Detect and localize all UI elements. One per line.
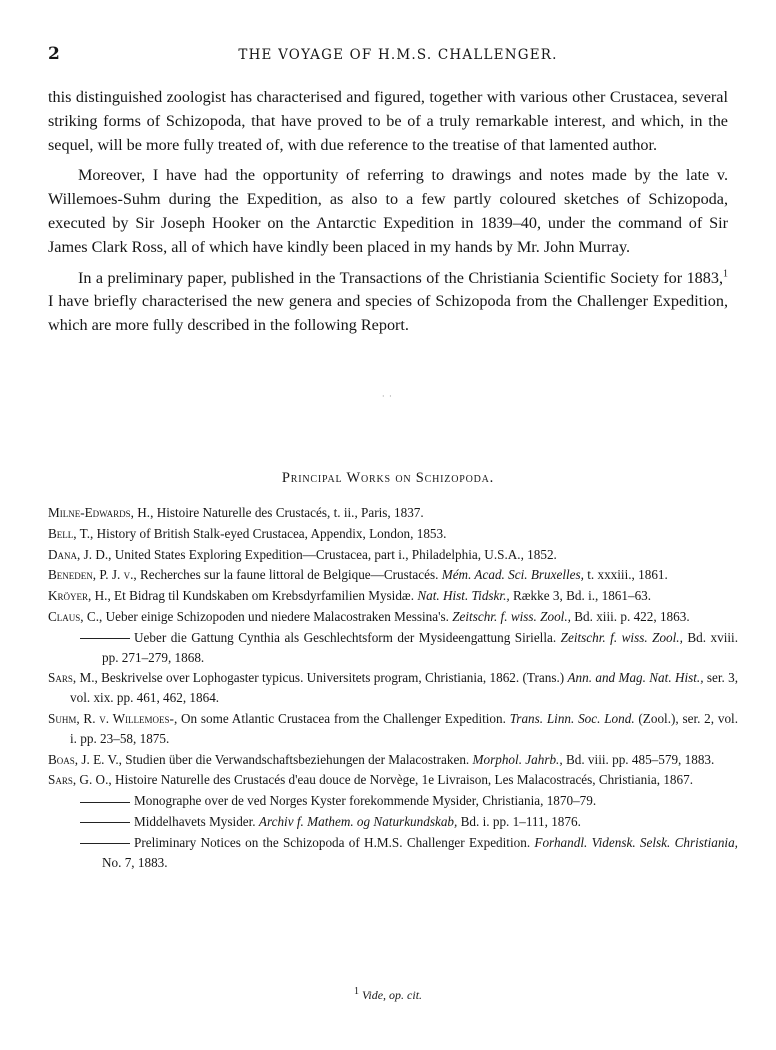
reference-details: (Zool.), ser. 2, vol. i. pp. 23–58, 1875. bbox=[70, 710, 738, 746]
reference-author: Claus, C. bbox=[48, 608, 99, 624]
reference-title: , Histoire Naturelle des Crustacés, t. ii., Paris, 1837. bbox=[150, 505, 424, 520]
reference-author: Dana, J. D. bbox=[48, 546, 109, 562]
ditto-rule bbox=[80, 802, 130, 803]
running-head bbox=[48, 44, 748, 68]
body-text bbox=[48, 86, 728, 345]
paragraph-1: this distinguished zoologist has characterised and figured, together with various other Crustacea, several striking forms of Schizopoda, that have proved to be of a truly remarkable interest, and which, in the sequel, will be more fully treated of, with due reference to the treatise of that lamented author. bbox=[48, 88, 728, 154]
reference-title: Monographe over de ved Norges Kyster forekommende Mysider, Christiania, 1870–79. bbox=[134, 793, 597, 809]
reference-author: Sars, M. bbox=[48, 670, 95, 686]
reference-author: Suhm, R. v. Willemoes- bbox=[48, 710, 174, 726]
reference-entry bbox=[48, 770, 738, 790]
reference-details: Bd. viii. pp. 485–579, 1883. bbox=[562, 751, 715, 767]
section-heading: Principal Works on Schizopoda. bbox=[281, 470, 495, 486]
reference-journal: Trans. Linn. Soc. Lond. bbox=[509, 710, 635, 726]
reference-entry bbox=[48, 791, 738, 811]
running-title: THE VOYAGE OF H.M.S. CHALLENGER. bbox=[238, 47, 558, 63]
reference-author: Sars, G. O. bbox=[48, 772, 109, 788]
reference-entry bbox=[48, 833, 738, 873]
footnote-text: Vide, op. cit. bbox=[361, 988, 423, 1002]
reference-author: Bell, T. bbox=[48, 525, 91, 541]
reference-author: Boas, J. E. V. bbox=[48, 751, 119, 767]
reference-journal: Archiv f. Mathem. og Naturkundskab, bbox=[258, 813, 458, 829]
reference-details: Bd. xiii. p. 422, 1863. bbox=[570, 608, 690, 624]
paragraph-3-text-continued: I have briefly characterised the new genera and species of Schizopoda from the Challenger Expedition, which are more fully described in the following Report. bbox=[48, 292, 728, 335]
reference-journal: Nat. Hist. Tidskr., bbox=[417, 588, 510, 604]
reference-journal: Mém. Acad. Sci. Bruxelles, bbox=[441, 567, 584, 583]
reference-entry bbox=[48, 668, 738, 708]
reference-details: ser. 3, vol. xix. pp. 461, 462, 1864. bbox=[70, 670, 739, 706]
reference-details: Række 3, Bd. i., 1861–63. bbox=[509, 588, 652, 604]
reference-entry bbox=[48, 503, 738, 523]
reference-journal: Zeitschr. f. wiss. Zool., bbox=[560, 629, 683, 645]
paragraph-3 bbox=[48, 267, 728, 338]
reference-title: Ueber die Gattung Cynthia als Geschlechtsform der Mysideengattung Siriella. bbox=[134, 629, 561, 645]
reference-journal: Ann. and Mag. Nat. Hist., bbox=[567, 670, 704, 686]
reference-title: , Studien über die Verwandschaftsbeziehungen der Malacostraken. bbox=[118, 751, 473, 767]
reference-entry bbox=[48, 709, 738, 749]
reference-journal: Zeitschr. f. wiss. Zool., bbox=[452, 608, 571, 624]
reference-details: Bd. xviii. pp. 271–279, 1868. bbox=[102, 629, 739, 665]
reference-title: , United States Exploring Expedition—Crustacea, part i., Philadelphia, U.S.A., 1852. bbox=[108, 546, 557, 562]
reference-entry bbox=[48, 524, 738, 544]
reference-entry bbox=[48, 565, 738, 585]
footnote bbox=[0, 988, 776, 1003]
reference-author: Kröyer, H. bbox=[48, 588, 108, 604]
paragraph-3-text: In a preliminary paper, published in the Transactions of the Christiania Scientific Society for 1883, bbox=[78, 268, 723, 287]
reference-author: Beneden, P. J. v. bbox=[48, 567, 134, 583]
reference-title: , Recherches sur la faune littoral de Belgique—Crustacés. bbox=[133, 567, 442, 583]
footnote-mark: 1 bbox=[353, 986, 359, 997]
reference-entry bbox=[48, 586, 738, 606]
footnote-reference[interactable]: 1 bbox=[723, 268, 728, 280]
reference-entry bbox=[48, 750, 738, 770]
reference-entry bbox=[48, 628, 738, 668]
section-separator: · · bbox=[382, 392, 393, 401]
ditto-rule bbox=[80, 843, 130, 844]
reference-journal: Morphol. Jahrb., bbox=[472, 751, 563, 767]
reference-details: Bd. i. pp. 1–111, 1876. bbox=[457, 813, 581, 829]
reference-title: Preliminary Notices on the Schizopoda of H.M.S. Challenger Expedition. bbox=[134, 834, 535, 850]
reference-title: , On some Atlantic Crustacea from the Challenger Expedition. bbox=[173, 710, 510, 726]
reference-title: , History of British Stalk-eyed Crustacea, Appendix, London, 1853. bbox=[90, 525, 447, 541]
reference-author: Milne-Edwards, H. bbox=[48, 505, 151, 520]
reference-title: , Beskrivelse over Lophogaster typicus. Universitets program, Christiania, 1862. (Trans.) bbox=[94, 670, 568, 686]
paragraph-2: Moreover, I have had the opportunity of referring to drawings and notes made by the late v. Willemoes-Suhm during the Expedition, as also to a few partly coloured sketches of Schizopoda, executed by Sir Joseph Hooker on the Antarctic Expedition in 1839–40, under the command of Sir James Clark Ross, all of which have kindly been placed in my hands by Mr. John Murray. bbox=[48, 166, 728, 256]
reference-title: Middelhavets Mysider. bbox=[134, 813, 259, 829]
ditto-rule bbox=[80, 822, 130, 823]
reference-details: No. 7, 1883. bbox=[102, 854, 168, 870]
reference-title: , Histoire Naturelle des Crustacés d'eau douce de Norvège, 1e Livraison, Les Malacostracés, Christiania, 1867. bbox=[108, 772, 694, 788]
reference-entry bbox=[48, 607, 738, 627]
reference-entry bbox=[48, 545, 738, 565]
reference-details: t. xxxiii., 1861. bbox=[583, 567, 668, 583]
reference-title: , Ueber einige Schizopoden und niedere Malacostraken Messina's. bbox=[99, 608, 453, 624]
ditto-rule bbox=[80, 638, 130, 639]
reference-title: , Et Bidrag til Kundskaben om Krebsdyrfamilien Mysidæ. bbox=[107, 588, 418, 604]
reference-journal: Forhandl. Vidensk. Selsk. Christiania, bbox=[534, 834, 738, 850]
page-number: 2 bbox=[48, 44, 60, 64]
reference-entry bbox=[48, 812, 738, 832]
bibliography-list bbox=[48, 503, 738, 873]
